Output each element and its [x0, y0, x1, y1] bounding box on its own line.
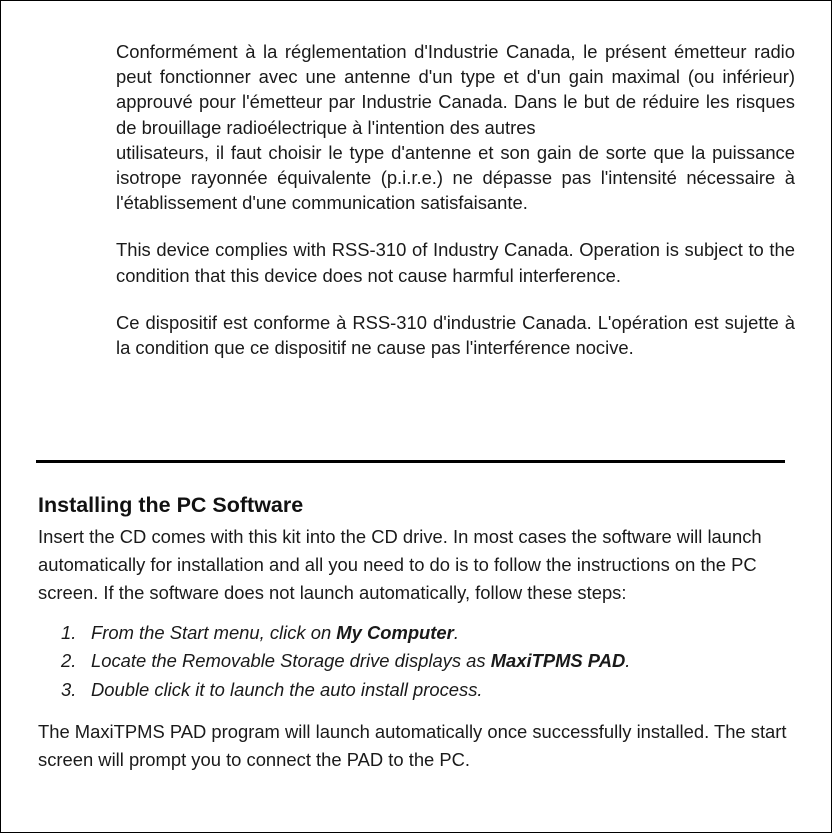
step-emphasis: My Computer	[336, 622, 454, 643]
step-text-end: .	[625, 650, 631, 672]
step-emphasis: MaxiTPMS PAD	[490, 650, 626, 672]
step-text: Double click it to launch the auto install process.	[91, 678, 483, 700]
step-number: 2.	[61, 650, 77, 672]
regulatory-notices	[116, 39, 795, 382]
fr-antenna-text-part2: utilisateurs, il faut choisir le type d'antenne et son gain de sorte que la puissance isotrope rayonnée équivalente (p.i.r.e.) ne dépasse pas l'intensité nécessaire à l'établissement d'une communication satisfaisante.	[116, 141, 795, 214]
fr-antenna-paragraph	[116, 39, 795, 215]
step-number: 3.	[61, 678, 77, 700]
en-rss310-paragraph: This device complies with RSS-310 of Industry Canada. Operation is subject to the condition that this device does not cause harmful interference.	[116, 239, 795, 286]
step-text-end: .	[453, 622, 459, 643]
install-heading: Installing the PC Software	[38, 493, 304, 517]
install-step	[38, 676, 808, 704]
step-text: From the Start menu, click on	[91, 622, 337, 643]
step-text: Locate the Removable Storage drive displays as	[91, 650, 491, 672]
install-steps	[38, 619, 808, 704]
install-step	[38, 647, 808, 675]
section-divider	[36, 460, 785, 463]
install-section	[38, 491, 808, 774]
install-intro: Insert the CD comes with this kit into the CD drive. In most cases the software will launch automatically for installation and all you need to do is to follow the instructions on the PC screen. If the software does not launch automatically, follow these steps:	[38, 526, 762, 603]
install-outro: The MaxiTPMS PAD program will launch automatically once successfully installed. The start screen will prompt you to connect the PAD to the PC.	[38, 720, 787, 770]
fr-rss310-paragraph: Ce dispositif est conforme à RSS-310 d'industrie Canada. L'opération est sujette à la condition que ce dispositif ne cause pas l'interférence nocive.	[116, 311, 795, 359]
install-step	[38, 619, 808, 647]
fr-antenna-text-part1: Conformément à la réglementation d'Industrie Canada, le présent émetteur radio peut fonctionner avec une antenne d'un type et d'un gain maximal (ou inférieur) approuvé pour l'émetteur par Industrie Canada. Dans le but de réduire les risques de brouillage radioélectrique à l'intention des autres	[116, 41, 795, 138]
step-number: 1.	[61, 622, 77, 643]
